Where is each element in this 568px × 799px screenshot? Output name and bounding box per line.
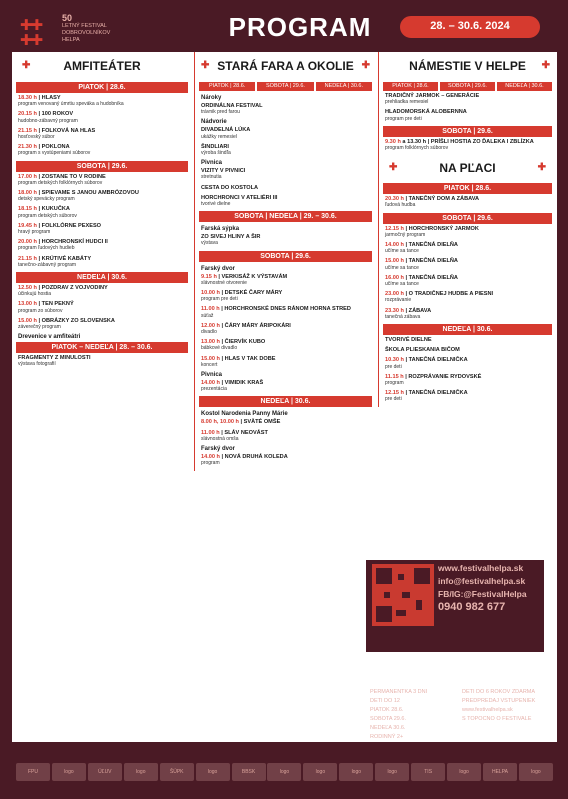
column-heading: ✚ STARÁ FARA A OKOLIE ✚ xyxy=(197,52,374,80)
event-time: 18.30 h xyxy=(18,95,37,101)
day-bar: NEDEĽA | 30.6. xyxy=(16,272,188,283)
event-description: výroba šindľa xyxy=(201,150,231,157)
venue-label: Pivnica xyxy=(201,372,223,379)
event-item xyxy=(18,318,186,330)
event-description: hudobno-zábavný program xyxy=(18,117,78,124)
event-item xyxy=(385,374,550,386)
day-tabs xyxy=(383,82,552,91)
email-link[interactable]: info@festivalhelpa.sk xyxy=(438,576,526,586)
event-description: program folklórnych súborov xyxy=(385,145,449,152)
day-bar: NEDEĽA | 30.6. xyxy=(383,324,552,335)
venue-label: Farská sýpka xyxy=(201,226,240,233)
price-row xyxy=(370,697,460,706)
cross-icon: ✚ xyxy=(201,60,210,71)
event-name: | TANEČNÁ DIELŇA xyxy=(405,242,458,249)
day-bar: SOBOTA | 29.6. xyxy=(383,126,552,137)
event-name: | POZDRAV Z VOJVODINY xyxy=(38,285,108,292)
section-heading: ✚ NA PĽACI ✚ xyxy=(381,155,554,181)
event-name: ŠKOLA PLIESKANIA BIČOM xyxy=(385,347,460,354)
event-time: 12.00 h xyxy=(201,322,220,329)
event-item xyxy=(18,190,186,202)
day-tabs xyxy=(199,82,372,91)
logo-crosses-icon: ✚✚ ✚✚ xyxy=(20,17,42,49)
price-value: 20€ xyxy=(450,716,460,722)
event-name: | NOVÁ DRUHÁ KOLEDA xyxy=(221,454,288,461)
event-description: program xyxy=(385,380,404,387)
event-item xyxy=(385,347,550,353)
event-description: program zo súborov xyxy=(18,307,63,314)
day-tab: NEDEĽA | 30.6. xyxy=(497,82,552,91)
price-row xyxy=(370,688,460,697)
event-name: | O TRADIČNEJ HUDBE A PIESNI xyxy=(405,291,494,298)
event-time: 21.15 h xyxy=(18,127,37,134)
event-item xyxy=(18,206,186,218)
event-title xyxy=(201,185,370,191)
event-item xyxy=(201,419,370,425)
festival-logo xyxy=(20,14,120,54)
price-note: S TOPOCNO O FESTIVALE xyxy=(462,716,532,722)
event-time: 18.15 h xyxy=(18,206,37,213)
event-item xyxy=(201,168,370,180)
sponsor-logo: logo xyxy=(196,763,230,781)
price-row xyxy=(370,715,460,724)
event-name: | TANEČNÁ DIELŇA xyxy=(405,258,458,265)
event-name: ORDINÁLNA FESTIVAL xyxy=(201,103,263,109)
event-description: program ľudových hudieb xyxy=(18,245,75,252)
event-time: 21.30 h xyxy=(18,144,37,151)
event-name: HORCHRONCI V ATELIÉRI III xyxy=(201,194,278,201)
venue-label: Farský dvor xyxy=(201,446,236,453)
sponsor-logo: logo xyxy=(339,763,373,781)
sponsor-logo: logo xyxy=(124,763,158,781)
event-item xyxy=(18,285,186,297)
event-time: 16.00 h xyxy=(385,274,404,281)
event-name: | DETSKÉ ČARY MÁRY xyxy=(221,290,283,297)
event-name: TRADIČNÝ JARMOK – GENERÁCIE xyxy=(385,93,480,99)
event-item xyxy=(201,356,370,368)
venue-label: Drevenice v amfiteátri xyxy=(18,334,81,341)
venue-label: Nároky xyxy=(201,95,222,101)
column-namestie xyxy=(378,52,556,407)
event-time: 14.00 h xyxy=(201,380,220,387)
event-description: jarmočný program xyxy=(385,231,426,238)
sponsor-logo: HELPA xyxy=(483,763,517,781)
event-item xyxy=(385,390,550,402)
event-name: | HORCHRONSKÉ DNES RÁNOM HORNA STRED xyxy=(221,306,351,313)
price-value: 30€ xyxy=(450,689,460,695)
event-time: 14.00 h xyxy=(385,242,404,249)
sponsor-logo: FPU xyxy=(16,763,50,781)
event-time: 10.30 h xyxy=(385,357,404,364)
event-time: 19.45 h xyxy=(18,222,37,229)
event-item xyxy=(385,226,550,238)
event-time: 21.15 h xyxy=(18,255,37,262)
event-item xyxy=(201,274,370,286)
event-item xyxy=(201,323,370,335)
event-description: súťaž xyxy=(201,312,214,319)
day-bar: SOBOTA | 29.6. xyxy=(199,251,372,262)
event-time: 11.00 h xyxy=(201,306,220,313)
event-description: učíme sa tance xyxy=(385,281,419,288)
event-name: DIVADELNÁ LÚKA xyxy=(201,127,251,134)
event-item xyxy=(18,301,186,313)
sponsor-logo: logo xyxy=(267,763,301,781)
event-item xyxy=(385,93,550,105)
event-description: koncert xyxy=(201,361,218,368)
event-name: | POKLONA xyxy=(38,144,70,151)
event-description: tanečno-zábavný program xyxy=(18,261,77,268)
event-name: HLADOMORSKÁ ALOBERNNA xyxy=(385,109,467,116)
event-time: 8.00 h, 10.00 h xyxy=(201,419,239,426)
phone-number[interactable]: 0940 982 677 xyxy=(438,601,506,613)
event-name: | KRÚTIVÉ KABÁTY xyxy=(38,255,92,262)
venue-label: Farský dvor xyxy=(201,265,236,272)
event-description: program s vystúpeniami súborov xyxy=(18,150,91,157)
event-time: 15.00 h xyxy=(201,355,220,362)
event-time: 17.00 h xyxy=(18,173,37,180)
event-name: | VIMIDIK KRAŠ xyxy=(221,380,264,387)
price-row xyxy=(370,733,460,742)
day-bar: SOBOTA | NEDEĽA | 29. – 30.6. xyxy=(199,211,372,222)
cross-icon: ✚ xyxy=(389,162,398,174)
event-item xyxy=(18,128,186,140)
price-row xyxy=(370,724,460,733)
event-name: | ČÁRY MÁRY ÁRIPOKÁRI xyxy=(221,322,291,329)
event-time: 13.00 h xyxy=(201,339,220,346)
venue-label: Kostol Narodenia Panny Márie xyxy=(201,411,288,418)
event-name: | TEN PEKNÝ xyxy=(38,301,74,308)
event-description: pre deti xyxy=(385,396,402,403)
event-description: program detských folklórnych súborov xyxy=(18,179,103,186)
event-description: bábkové divadlo xyxy=(201,345,238,352)
price-note[interactable]: www.festivalhelpa.sk xyxy=(462,707,513,713)
event-time: 12.15 h xyxy=(385,390,404,397)
event-name: | TANEČNÁ DIELŇA xyxy=(405,274,458,281)
day-bar: SOBOTA | 29.6. xyxy=(16,161,188,172)
price-label: NEDEĽA 30.6. xyxy=(370,725,406,731)
cross-icon: ✚ xyxy=(541,60,550,71)
event-time: 15.00 h xyxy=(18,317,37,324)
sponsor-logo: logo xyxy=(52,763,86,781)
event-name: CESTA DO KOSTOLA xyxy=(201,184,259,191)
price-note: PREDPREDAJ VSTUPENIEK xyxy=(462,698,536,704)
event-name: | ZÁBAVA xyxy=(405,307,432,314)
price-label: PERMANENTKA 3 DNI xyxy=(370,689,428,695)
sponsor-logo: logo xyxy=(375,763,409,781)
event-item xyxy=(201,144,370,156)
contact-box xyxy=(366,560,544,652)
event-name: | 100 ROKOV xyxy=(38,111,74,118)
price-note: DETI DO 6 ROKOV ZDARMA xyxy=(462,689,536,695)
day-tab: SOBOTA | 29.6. xyxy=(440,82,495,91)
event-item xyxy=(385,337,550,343)
event-time: 23.30 h xyxy=(385,307,404,314)
event-name: | KUKUČKA xyxy=(38,206,70,213)
day-bar: PIATOK – NEDEĽA | 28. – 30.6. xyxy=(16,342,188,353)
event-description: program xyxy=(201,460,220,467)
event-name: FRAGMENTY Z MINULOSTI xyxy=(18,355,91,362)
event-item xyxy=(201,339,370,351)
event-name: | ČIERVÍK KUBO xyxy=(221,339,266,346)
day-tab: PIATOK | 28.6. xyxy=(383,82,438,91)
sponsor-logo: logo xyxy=(303,763,337,781)
sponsor-logo: TIS xyxy=(411,763,445,781)
event-time: 14.00 h xyxy=(201,454,220,461)
day-tab: NEDEĽA | 30.6. xyxy=(316,82,372,91)
event-name: a 13.30 h | PRÍŠLI HOSTIA ZO ĎALEKA I ZBLÍZKA xyxy=(402,138,534,145)
event-item xyxy=(18,95,186,107)
sponsor-logo: logo xyxy=(447,763,481,781)
column-heading: NÁMESTIE V HELPE ✚ xyxy=(381,52,554,80)
event-description: výstava xyxy=(201,240,218,247)
day-bar: NEDEĽA | 30.6. xyxy=(199,396,372,407)
event-description: program pre deti xyxy=(385,115,422,122)
event-item xyxy=(201,195,370,207)
event-time: 12.50 h xyxy=(18,285,37,292)
venue-label: Pivnica xyxy=(201,160,223,167)
event-item xyxy=(385,291,550,303)
event-name: TVORIVÉ DIELNE xyxy=(385,337,432,344)
event-name: ZO SIVEJ HLINY A ŠIR xyxy=(201,234,261,241)
event-item xyxy=(385,258,550,270)
event-item xyxy=(201,103,370,115)
ticket-prices xyxy=(370,688,550,760)
qr-code[interactable] xyxy=(372,564,434,626)
event-description: ukážky remesiel xyxy=(201,133,237,140)
event-description: tvorivé dielne xyxy=(201,201,231,208)
sponsor-logo: BBSK xyxy=(232,763,266,781)
event-description: program venovaný úmrtiu speváka a hudobníka xyxy=(18,101,124,108)
event-title xyxy=(385,337,550,343)
event-name: | HLAS V TAK DOBE xyxy=(221,355,276,362)
cross-icon: ✚ xyxy=(537,162,546,174)
event-time: 12.15 h xyxy=(385,225,404,232)
day-tab: PIATOK | 28.6. xyxy=(199,82,255,91)
event-description: prehliadka remesiel xyxy=(385,99,429,106)
price-label: PIATOK 28.6. xyxy=(370,707,404,713)
event-time: 18.00 h xyxy=(18,190,37,197)
event-description: výstava fotografií xyxy=(18,361,56,368)
website-link[interactable]: www.festivalhelpa.sk xyxy=(438,563,524,573)
social-link[interactable]: FB/IG:@FestivalHelpa xyxy=(438,589,527,599)
event-time: 11.00 h xyxy=(201,429,220,436)
event-name: | SPIEVAME S JANOU AMBRÓZOVOU xyxy=(38,190,139,197)
price-row xyxy=(370,706,460,715)
event-item xyxy=(201,185,370,191)
event-item xyxy=(385,139,550,151)
price-value: 25€ xyxy=(450,734,460,740)
event-description: prezentácia xyxy=(201,386,227,393)
sponsor-logos xyxy=(12,752,557,792)
price-label: RODINNÝ 2+ xyxy=(370,734,404,740)
event-item xyxy=(18,223,186,235)
event-description: rozprávanie xyxy=(385,297,412,304)
event-name: | ROZPRÁVANIE RYDOVSKÉ xyxy=(405,373,482,380)
event-time: 9.15 h xyxy=(201,273,217,280)
event-time: 23.00 h xyxy=(385,291,404,298)
event-item xyxy=(385,242,550,254)
event-description: trávnik pred farou xyxy=(201,109,240,116)
event-item xyxy=(201,290,370,302)
event-name: | HLASY xyxy=(38,95,61,101)
event-description: učíme sa tance xyxy=(385,264,419,271)
event-item xyxy=(18,111,186,123)
cross-icon: ✚ xyxy=(361,60,370,71)
price-label: SOBOTA 29.6. xyxy=(370,716,406,722)
event-description: slávnostné otvorenie xyxy=(201,279,247,286)
event-description: hosťovský súbor xyxy=(18,134,55,141)
event-item xyxy=(18,355,186,367)
event-name: | SLÁV NEOVÁST xyxy=(221,429,268,436)
event-item xyxy=(385,275,550,287)
price-label: DETI DO 12 xyxy=(370,698,400,704)
event-name: | TANEČNÝ DOM A ZÁBAVA xyxy=(405,196,480,203)
event-description: program pre deti xyxy=(201,296,238,303)
event-name: VIZITY V PIVNICI xyxy=(201,168,246,175)
event-item xyxy=(201,234,370,246)
event-time: 13.00 h xyxy=(18,301,37,308)
event-time: 9.30 h xyxy=(385,138,401,145)
festival-dates: 28. – 30.6. 2024 xyxy=(400,16,540,38)
sponsor-logo: ŠÚPK xyxy=(160,763,194,781)
event-item xyxy=(385,196,550,208)
venue-label: Nádvorie xyxy=(201,119,227,126)
column-amfiteater xyxy=(12,52,192,372)
event-item xyxy=(18,174,186,186)
event-time: 10.00 h xyxy=(201,290,220,297)
event-name: | FOLKOVÁ NA HLAS xyxy=(38,127,96,134)
event-description: hravý program xyxy=(18,229,51,236)
event-name: | HORCHRONSKÍ HUDCI II xyxy=(38,239,108,246)
cross-icon: ✚ xyxy=(22,60,31,71)
event-time: 20.30 h xyxy=(385,196,404,203)
event-item xyxy=(201,306,370,318)
event-item xyxy=(201,430,370,442)
sponsor-logo: ÚĽUV xyxy=(88,763,122,781)
event-name: | VERKISÁŽ K VÝSTAVÁM xyxy=(218,273,288,280)
event-name: | ZOSTANE TO V RODINE xyxy=(38,173,106,180)
column-heading: ✚ AMFITEÁTER xyxy=(14,52,190,80)
event-name: | FOLKLÓRNE PEXESO xyxy=(38,222,102,229)
event-title xyxy=(201,306,370,312)
event-description: záverečný program xyxy=(18,324,61,331)
event-description: pre deti xyxy=(385,363,402,370)
event-time: 15.00 h xyxy=(385,258,404,265)
event-item xyxy=(18,144,186,156)
event-description: ľudová hudba xyxy=(385,202,416,209)
event-name: | OBRÁZKY ZO SLOVENSKA xyxy=(38,317,115,324)
event-name: | TANEČNÁ DIELNIČKA xyxy=(405,390,468,397)
event-description: program detských súborov xyxy=(18,212,77,219)
day-bar: PIATOK | 28.6. xyxy=(16,82,188,93)
event-title xyxy=(385,347,550,353)
event-description: tanečná zábava xyxy=(385,313,421,320)
event-description: detský spevácky program xyxy=(18,196,75,203)
event-description: učíme sa tance xyxy=(385,248,419,255)
event-item xyxy=(201,127,370,139)
day-bar: SOBOTA | 29.6. xyxy=(383,213,552,224)
event-item xyxy=(201,380,370,392)
event-time: 20.00 h xyxy=(18,239,37,246)
event-name: ŠINDLIARI xyxy=(201,143,229,150)
price-value: 15€ xyxy=(450,725,460,731)
price-value: 12€ xyxy=(450,698,460,704)
event-description: divadlo xyxy=(201,329,217,336)
event-description: slávnostná omša xyxy=(201,435,239,442)
page-title: PROGRAM xyxy=(228,12,372,42)
event-item xyxy=(385,308,550,320)
event-time: 20.15 h xyxy=(18,111,37,118)
column-stara-fara xyxy=(194,52,376,471)
event-name: | TANEČNÁ DIELNIČKA xyxy=(405,357,468,364)
event-item xyxy=(18,256,186,268)
event-name: | SVÄTÉ OMŠE xyxy=(240,419,281,426)
event-item xyxy=(201,454,370,466)
contact-links xyxy=(438,562,542,614)
sponsor-logo: logo xyxy=(519,763,553,781)
event-item xyxy=(385,109,550,121)
event-title xyxy=(201,419,370,425)
event-time: 11.15 h xyxy=(385,373,404,380)
day-bar: PIATOK | 28.6. xyxy=(383,183,552,194)
event-item xyxy=(385,357,550,369)
event-name: | HORCHRONSKÝ JARMOK xyxy=(405,225,479,232)
event-description: účinkujú hostia xyxy=(18,291,52,298)
event-item xyxy=(18,239,186,251)
price-value: 10€ xyxy=(450,707,460,713)
event-description: stretnutia xyxy=(201,174,222,181)
day-tab: SOBOTA | 29.6. xyxy=(257,82,313,91)
logo-text: 50 LETNÝ FESTIVAL DOBROVOLNÍKOV HELPA xyxy=(62,13,111,43)
